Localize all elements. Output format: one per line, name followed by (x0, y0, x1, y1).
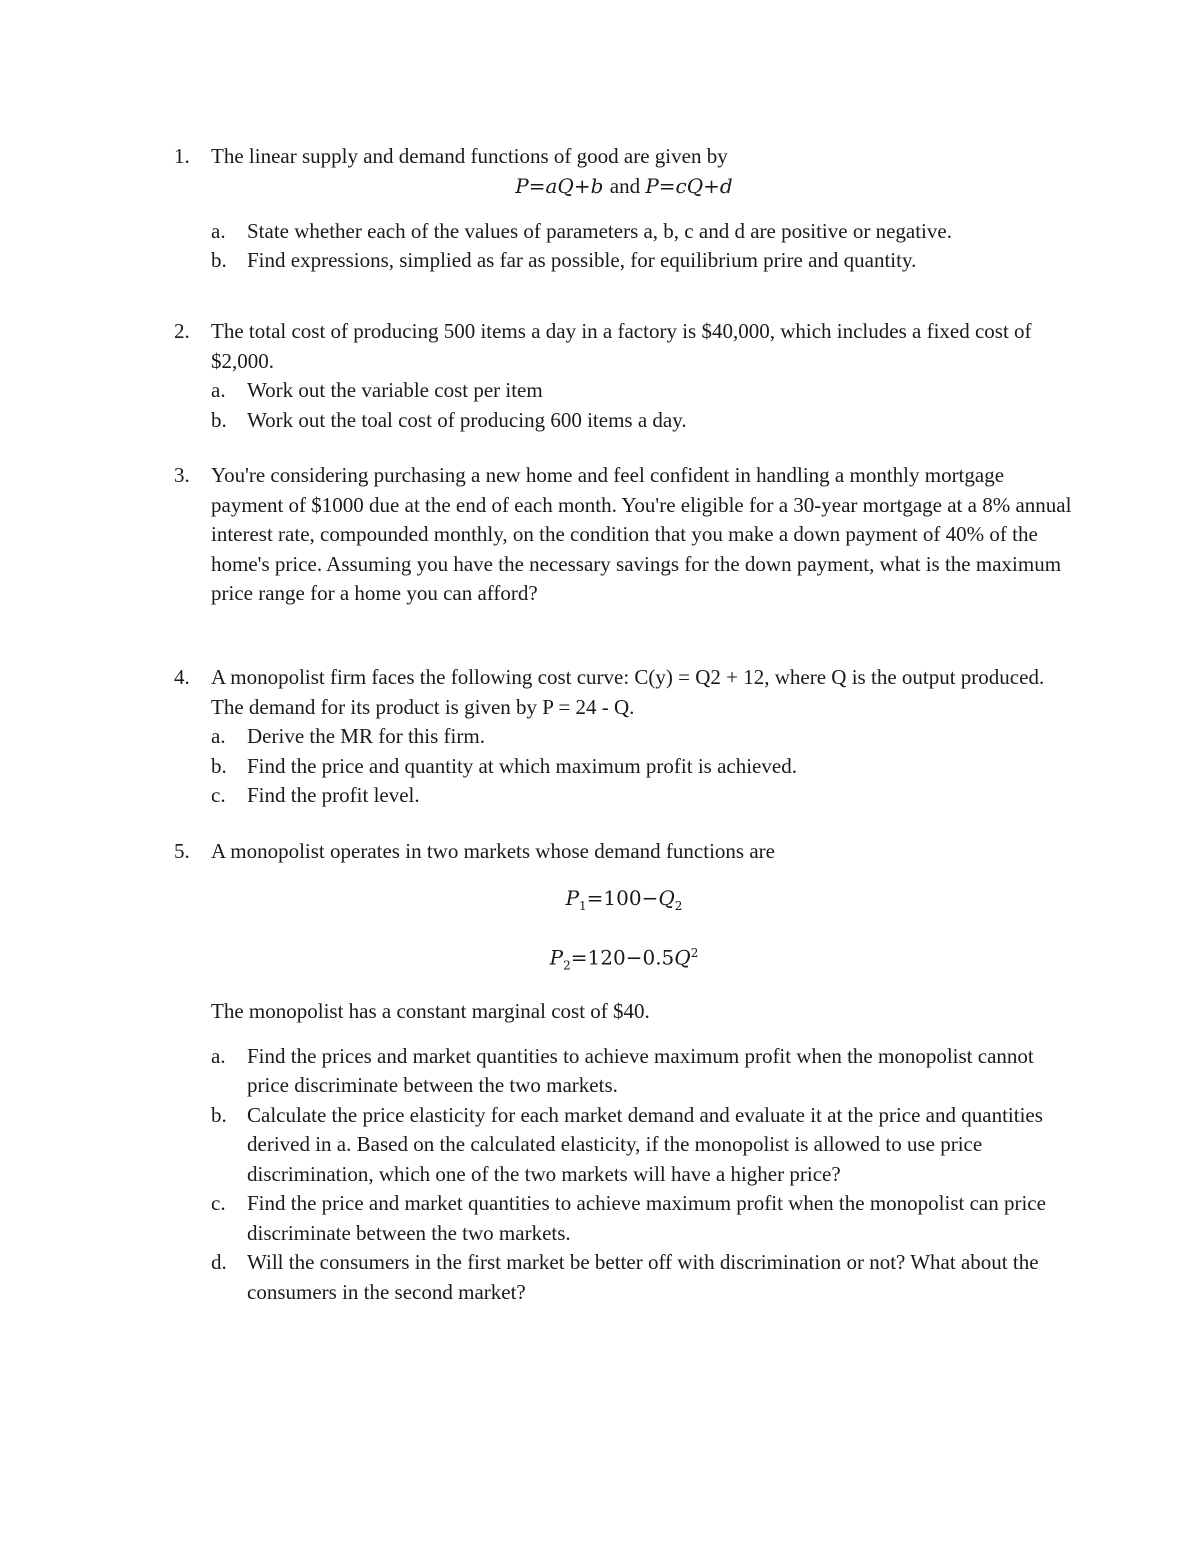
market-1-demand-equation (174, 883, 1074, 921)
sub-letter: b. (211, 407, 227, 432)
question-5-part-c (174, 1189, 1074, 1248)
question-5-stem (174, 837, 1074, 867)
market-2-demand-equation (174, 938, 1074, 981)
question-4 (174, 663, 1074, 811)
sub-letter: a. (211, 218, 226, 243)
supply-demand-equation (174, 172, 1074, 201)
question-2-part-a (174, 376, 1074, 406)
question-3 (174, 461, 1074, 609)
question-number: 2. (174, 319, 190, 343)
question-5-part-b (174, 1101, 1074, 1190)
sub-text: Find the prices and market quantities to achieve maximum profit when the monopolist cannot price discriminate between the two markets. (247, 1043, 1034, 1098)
question-number: 5. (174, 839, 190, 863)
question-5 (174, 837, 1074, 1307)
question-2 (174, 317, 1074, 435)
sub-letter: a. (211, 1043, 226, 1068)
eq-lhs-var: P (549, 945, 564, 970)
connector-word: and (609, 173, 641, 198)
sub-letter: a. (211, 378, 226, 402)
eq-rhs-var: Q (658, 885, 675, 910)
question-2-part-b (174, 406, 1074, 436)
question-2-stem (174, 317, 1074, 376)
question-4-part-b (174, 752, 1074, 782)
sub-text: Find the profit level. (247, 783, 420, 807)
equation-connector (610, 174, 646, 198)
question-4-stem (174, 663, 1074, 722)
supply-equation: P=aQ+b (515, 173, 604, 198)
sub-text: Find the price and market quantities to achieve maximum profit when the monopolist can price discriminate between the two markets. (247, 1191, 1046, 1245)
question-1-part-a (174, 217, 1074, 247)
eq-rhs-var: Q (674, 945, 691, 970)
sub-text: State whether each of the values of parameters a, b, c and d are positive or negative. (247, 218, 952, 243)
sub-letter: b. (211, 1102, 227, 1127)
question-text: A monopolist operates in two markets whose demand functions are (211, 839, 775, 863)
eq-rhs: =100− (586, 885, 659, 910)
sub-letter: a. (211, 724, 226, 748)
sub-text: Will the consumers in the first market be better off with discrimination or not? What about the consumers in the second market? (247, 1250, 1039, 1304)
sub-letter: b. (211, 248, 227, 272)
sub-letter: b. (211, 753, 227, 778)
eq-rhs: =120−0.5 (570, 945, 675, 970)
question-number: 1. (174, 144, 190, 168)
sub-text: Work out the toal cost of producing 600 items a day. (247, 407, 687, 432)
eq-lhs-sub: 2 (563, 958, 571, 973)
demand-equation: P=cQ+d (645, 173, 733, 198)
question-1 (174, 142, 1074, 276)
sub-letter: c. (211, 1191, 226, 1216)
eq-lhs-sub: 1 (579, 898, 587, 913)
question-5-part-d (174, 1248, 1074, 1307)
question-1-part-b (174, 246, 1074, 276)
question-1-stem (174, 142, 1074, 172)
question-number: 4. (174, 665, 190, 689)
sub-letter: c. (211, 783, 226, 807)
sub-text: Derive the MR for this firm. (247, 724, 485, 748)
eq-lhs-var: P (565, 885, 580, 910)
question-5-part-a (174, 1042, 1074, 1101)
sub-text: Work out the variable cost per item (247, 378, 543, 402)
question-text: The total cost of producing 500 items a day in a factory is $40,000, which includes a fixed cost of $2,000. (211, 319, 1032, 373)
marginal-cost-note: The monopolist has a constant marginal cost of $40. (211, 999, 650, 1024)
sub-letter: d. (211, 1250, 227, 1275)
question-4-part-c (174, 781, 1074, 811)
question-text: The linear supply and demand functions of good are given by (211, 144, 728, 168)
sub-text: Find expressions, simplied as far as possible, for equilibrium prire and quantity. (247, 248, 917, 272)
question-4-part-a (174, 722, 1074, 752)
eq-rhs-sup: 2 (690, 945, 699, 960)
question-text: A monopolist firm faces the following cost curve: C(y) = Q2 + 12, where Q is the output produced. The demand for its product is given by P = 24 - Q. (211, 665, 1045, 719)
eq-rhs-sub: 2 (674, 898, 683, 913)
question-3-stem (174, 461, 1074, 609)
sub-text: Calculate the price elasticity for each market demand and evaluate it at the price and quantities derived in a. Based on the calculated elasticity, if the monopolist is allowed to use price discrimination, which one of the two markets will have a higher price? (247, 1102, 1043, 1186)
question-number: 3. (174, 463, 190, 487)
sub-text: Find the price and quantity at which maximum profit is achieved. (247, 753, 797, 778)
question-text: You're considering purchasing a new home and feel confident in handling a monthly mortgage payment of $1000 due at the end of each month. You're eligible for a 30-year mortgage at a 8% annual interest rate, compounded monthly, on the condition that you make a down payment of 40% of the home's price. Assuming you have the necessary savings for the down payment, what is the maximum price range for a home you can afford? (211, 463, 1072, 605)
